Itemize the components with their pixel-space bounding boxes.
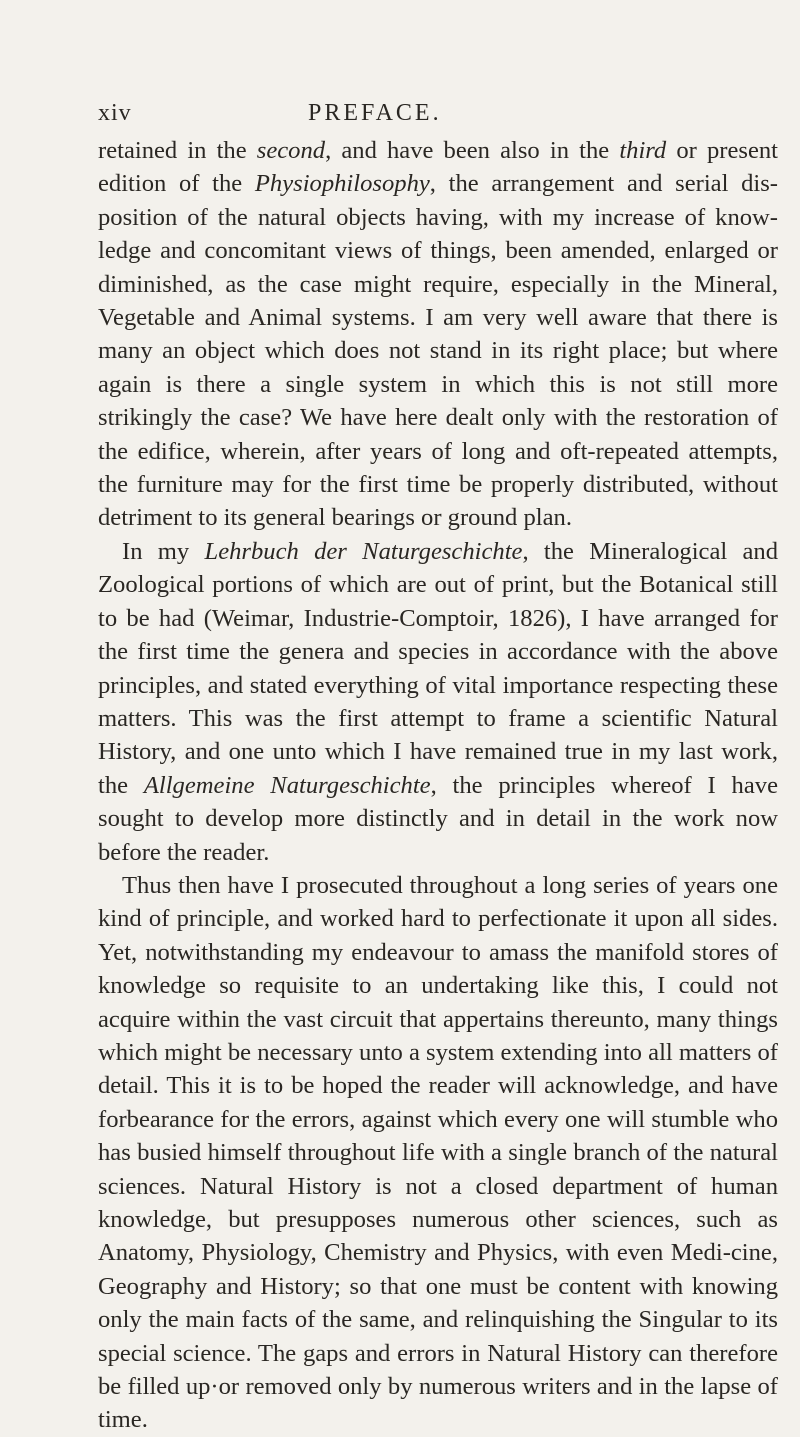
text-segment: , the principles whereof I have sought to develop more distinctly and in detail in the work now before the reader.: [98, 771, 778, 866]
text-segment: , and have been also in the: [325, 137, 620, 164]
text-segment: , the Mineralogical and Zoological portions of which are out of print, but the Botanical still to be had (Weimar, Industrie-Comptoir, 1826), I have arranged for the first time the genera and species in accordance with the above principles, and stated everything of vital importance respecting these matters. This was the first attempt to frame a scientific Natural History, and one unto which I have remained true in my last work, the: [98, 537, 778, 799]
text-segment-italic: Physiophilosophy: [254, 170, 430, 198]
page-number: xiv: [98, 100, 132, 126]
text-segment-italic: second: [256, 137, 326, 164]
text-segment: or present edition of the: [98, 137, 779, 198]
text-segment-italic: Lehrbuch der Naturgeschichte: [204, 537, 523, 565]
paragraph-1: [98, 134, 778, 535]
text-segment-italic: third: [619, 137, 667, 164]
text-segment: In my: [122, 537, 205, 565]
body-text: [98, 134, 778, 1437]
paragraph-3: [98, 869, 778, 1437]
running-head: PREFACE.: [308, 100, 442, 126]
text-segment: retained in the: [98, 137, 257, 164]
text-segment: , the arrangement and serial dis-position of the natural objects having, with my increase of know-ledge and concomitant views of things, been amended, enlarged or diminished, as the case might require, especially in the Mineral, Vegetable and Animal systems. I am very well aware that there is many an object which does not stand in its right place; but where again is there a single system in which this is not still more strikingly the case? We have here dealt only with the restoration of the edifice, wherein, after years of long and oft-repeated attempts, the furniture may for the first time be properly distributed, without detriment to its general bearings or ground plan.: [98, 170, 778, 532]
text-segment-italic: Allgemeine Naturgeschichte: [143, 771, 431, 799]
text-segment: Thus then have I prosecuted throughout a long series of years one kind of principle, and worked hard to perfectionate it upon all sides. Yet, notwithstanding my endeavour to amass the manifold stores of knowledge so requisite to an undertaking like this, I could not acquire within the vast circuit that appertains thereunto, many things which might be necessary unto a system extending into all matters of detail. This it is to be hoped the reader will acknowledge, and have forbearance for the errors, against which every one will stumble who has busied himself throughout life with a single branch of the natural sciences. Natural History is not a closed department of human knowledge, but presupposes numerous other sciences, such as Anatomy, Physiology, Chemistry and Physics, with even Medi-cine, Geography and History; so that one must be content with knowing only the main facts of the same, and relinquishing the Singular to its special science. The gaps and errors in Natural History can therefore be filled up·or removed only by numerous writers and in the lapse of time.: [98, 871, 778, 1434]
paragraph-2: [98, 535, 778, 869]
